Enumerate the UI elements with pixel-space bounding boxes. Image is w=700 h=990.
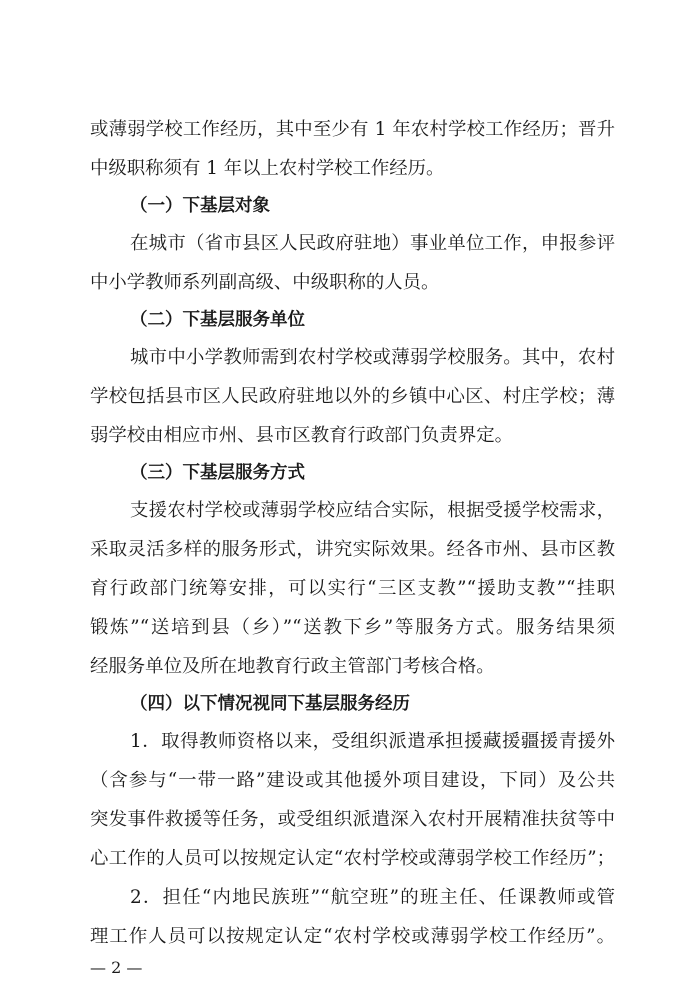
body-text-line: 支援农村学校或薄弱学校应结合实际，根据受援学校需求， xyxy=(130,500,615,521)
body-text-line: 锻炼”“送培到县（乡）”“送教下乡”等服务方式。服务结果须 xyxy=(90,617,615,638)
body-text-line: 在城市（省市县区人民政府驻地）事业单位工作，申报参评 xyxy=(130,233,615,254)
section-heading-2: （二）下基层服务单位 xyxy=(130,310,305,330)
section-heading-1: （一）下基层对象 xyxy=(130,196,270,216)
body-text-line: 弱学校由相应市州、县市区教育行政部门负责界定。 xyxy=(90,425,513,446)
section-heading-3: （三）下基层服务方式 xyxy=(130,463,305,483)
body-text-line: 中级职称须有 1 年以上农村学校工作经历。 xyxy=(90,158,445,179)
body-text-line: 突发事件救援等任务，或受组织派遣深入农村开展精准扶贫等中 xyxy=(90,809,615,830)
body-text-line: 城市中小学教师需到农村学校或薄弱学校服务。其中，农村 xyxy=(130,347,615,368)
section-heading-4: （四）以下情况视同下基层服务经历 xyxy=(130,694,410,714)
body-text-line: 理工作人员可以按规定认定“农村学校或薄弱学校工作经历”。 xyxy=(90,926,615,947)
body-text-line: 经服务单位及所在地教育行政主管部门考核合格。 xyxy=(90,656,495,677)
page-number: — 2 — xyxy=(90,958,143,977)
body-text-line: 1．取得教师资格以来，受组织派遣承担援藏援疆援青援外 xyxy=(130,731,615,752)
body-text-line: （含参与“一带一路”建设或其他援外项目建设，下同）及公共 xyxy=(90,770,615,791)
body-text-line: 育行政部门统筹安排，可以实行“三区支教”“援助支教”“挂职 xyxy=(90,578,615,599)
body-text-line: 学校包括县市区人民政府驻地以外的乡镇中心区、村庄学校；薄 xyxy=(90,386,615,407)
body-text-line: 中小学教师系列副高级、中级职称的人员。 xyxy=(90,272,440,293)
body-text-line: 采取灵活多样的服务形式，讲究实际效果。经各市州、县市区教 xyxy=(90,539,615,560)
body-text-line: 心工作的人员可以按规定认定“农村学校或薄弱学校工作经历”； xyxy=(90,848,615,869)
body-text-line: 2．担任“内地民族班”“航空班”的班主任、任课教师或管 xyxy=(130,887,615,908)
body-text-line: 或薄弱学校工作经历，其中至少有 1 年农村学校工作经历；晋升 xyxy=(90,119,615,140)
